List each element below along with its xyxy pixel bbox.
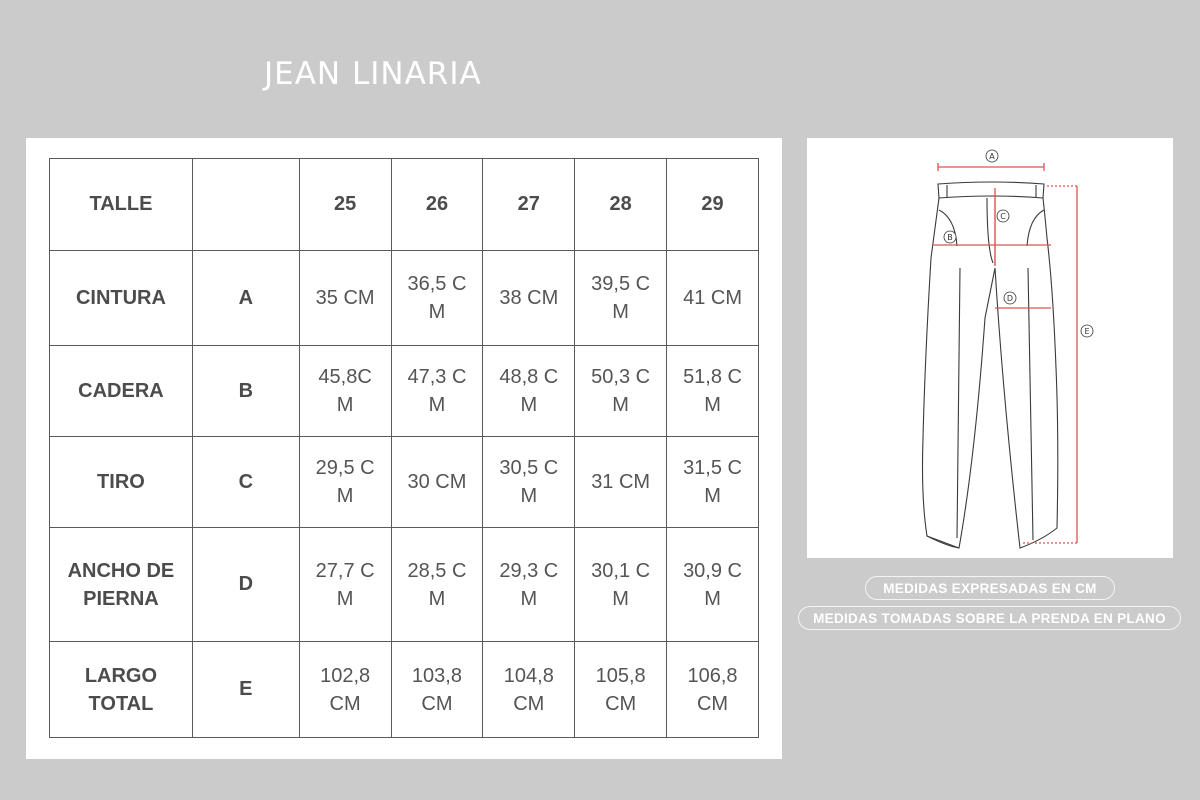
value-cell: 30,1 CM	[575, 528, 667, 642]
units-note-badge: MEDIDAS EXPRESADAS EN CM	[865, 576, 1115, 600]
header-cell-size: 26	[391, 159, 483, 251]
header-cell-talle: TALLE	[50, 159, 193, 251]
pants-diagram-card	[807, 138, 1173, 558]
value-cell: 28,5 CM	[391, 528, 483, 642]
header-cell-size: 27	[483, 159, 575, 251]
value-cell: 47,3 CM	[391, 346, 483, 437]
row-letter: A	[192, 251, 299, 346]
value-cell: 29,5 CM	[299, 437, 391, 528]
header-cell-size: 29	[667, 159, 759, 251]
row-letter: E	[192, 642, 299, 738]
value-cell: 45,8CM	[299, 346, 391, 437]
header-cell-size: 28	[575, 159, 667, 251]
value-cell: 39,5 CM	[575, 251, 667, 346]
table-row	[50, 528, 759, 642]
value-cell: 48,8 CM	[483, 346, 575, 437]
value-cell: 35 CM	[299, 251, 391, 346]
value-cell: 38 CM	[483, 251, 575, 346]
table-row	[50, 251, 759, 346]
value-cell: 103,8 CM	[391, 642, 483, 738]
row-label: CADERA	[50, 346, 193, 437]
row-letter: C	[192, 437, 299, 528]
marker-a-label: A	[989, 152, 995, 161]
value-cell: 106,8 CM	[667, 642, 759, 738]
table-header-row	[50, 159, 759, 251]
marker-c-label: C	[1000, 212, 1006, 221]
value-cell: 105,8 CM	[575, 642, 667, 738]
table-row	[50, 642, 759, 738]
value-cell: 102,8 CM	[299, 642, 391, 738]
value-cell: 31,5 CM	[667, 437, 759, 528]
value-cell: 30 CM	[391, 437, 483, 528]
size-table	[49, 158, 759, 738]
value-cell: 50,3 CM	[575, 346, 667, 437]
value-cell: 41 CM	[667, 251, 759, 346]
row-label: ANCHO DE PIERNA	[50, 528, 193, 642]
table-row	[50, 346, 759, 437]
marker-d-label: D	[1006, 294, 1014, 303]
marker-b-label: B	[947, 233, 953, 242]
marker-e-label: E	[1084, 327, 1090, 336]
value-cell: 27,7 CM	[299, 528, 391, 642]
table-row	[50, 437, 759, 528]
row-letter: D	[192, 528, 299, 642]
value-cell: 30,9 CM	[667, 528, 759, 642]
value-cell: 51,8 CM	[667, 346, 759, 437]
header-cell-size: 25	[299, 159, 391, 251]
value-cell: 104,8 CM	[483, 642, 575, 738]
header-cell-empty	[192, 159, 299, 251]
row-label: LARGO TOTAL	[50, 642, 193, 738]
value-cell: 36,5 CM	[391, 251, 483, 346]
row-label: CINTURA	[50, 251, 193, 346]
value-cell: 31 CM	[575, 437, 667, 528]
value-cell: 30,5 CM	[483, 437, 575, 528]
page-title: JEAN LINARIA	[264, 56, 482, 92]
method-note-badge: MEDIDAS TOMADAS SOBRE LA PRENDA EN PLANO	[798, 606, 1181, 630]
pants-diagram	[807, 138, 1173, 558]
pants-outline-icon	[923, 182, 1058, 548]
size-table-card	[26, 138, 782, 759]
row-label: TIRO	[50, 437, 193, 528]
row-letter: B	[192, 346, 299, 437]
value-cell: 29,3 CM	[483, 528, 575, 642]
